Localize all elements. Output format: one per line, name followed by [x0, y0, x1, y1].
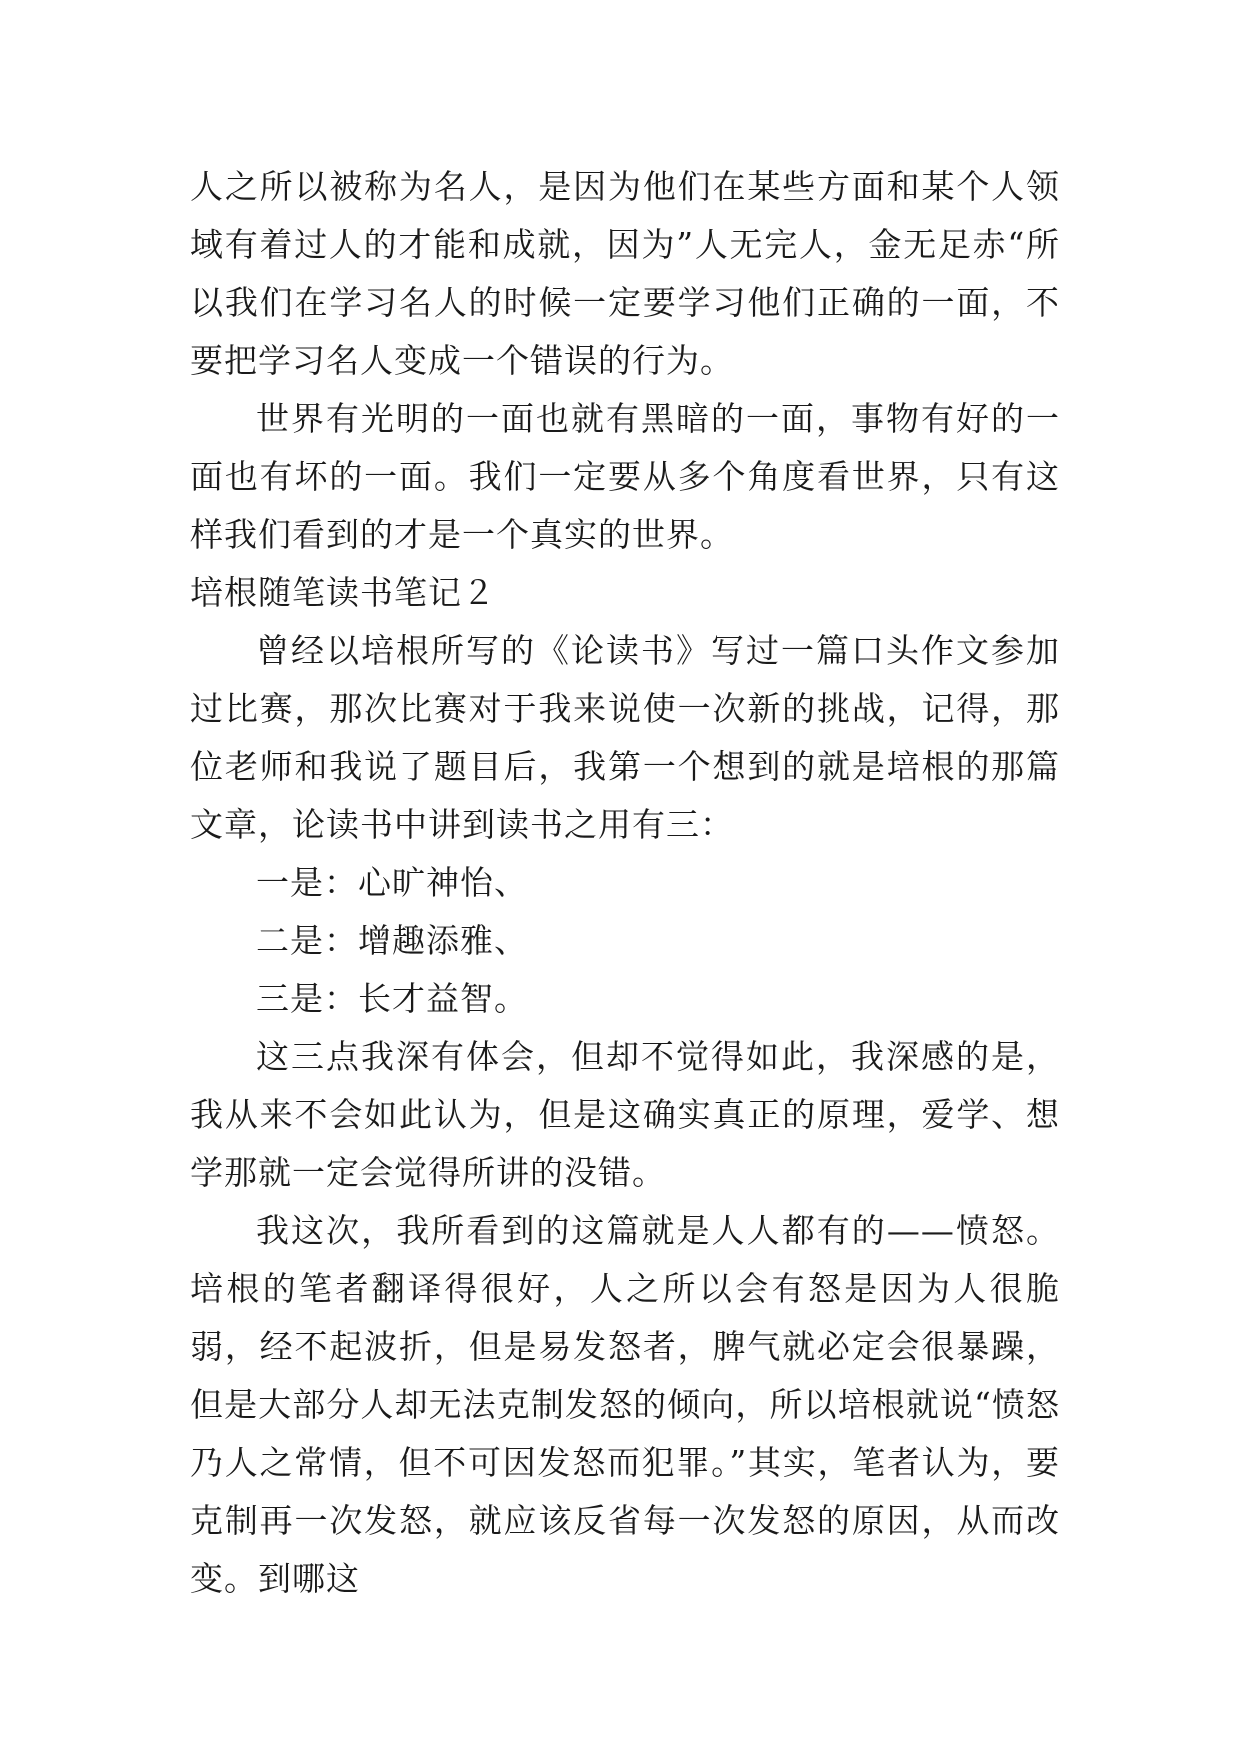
paragraph-famous-people: 人之所以被称为名人，是因为他们在某些方面和某个人领域有着过人的才能和成就，因为”人无完人，金无足赤“所以我们在学习名人的时候一定要学习他们正确的一面，不要把学习名人变成一个错误的行为。: [190, 167, 1060, 380]
paragraph-on-reading: 曾经以培根所写的《论读书》写过一篇口头作文参加过比赛，那次比赛对于我来说使一次新的挑战，记得，那位老师和我说了题目后，我第一个想到的就是培根的那篇文章，论读书中讲到读书之用有三：: [190, 631, 1060, 844]
section-heading: 培根随笔读书笔记２: [190, 573, 496, 612]
paragraph-world-views: 世界有光明的一面也就有黑暗的一面，事物有好的一面也有坏的一面。我们一定要从多个角度看世界，只有这样我们看到的才是一个真实的世界。: [190, 399, 1060, 554]
document-body: [190, 158, 1060, 1608]
list-item-third-use: 三是：长才益智。: [256, 979, 528, 1018]
list-item-first-use: 一是：心旷神怡、: [256, 863, 528, 902]
list-item-second-use: 二是：增趣添雅、: [256, 921, 528, 960]
paragraph-reflection: 这三点我深有体会，但却不觉得如此，我深感的是，我从来不会如此认为，但是这确实真正的原理，爱学、想学那就一定会觉得所讲的没错。: [190, 1037, 1060, 1192]
paragraph-anger: 我这次，我所看到的这篇就是人人都有的——愤怒。培根的笔者翻译得很好，人之所以会有怒是因为人很脆弱，经不起波折，但是易发怒者，脾气就必定会很暴躁，但是大部分人却无法克制发怒的倾向，所以培根就说“愤怒乃人之常情，但不可因发怒而犯罪。”其实，笔者认为，要克制再一次发怒，就应该反省每一次发怒的原因，从而改变。到哪这: [190, 1211, 1060, 1598]
